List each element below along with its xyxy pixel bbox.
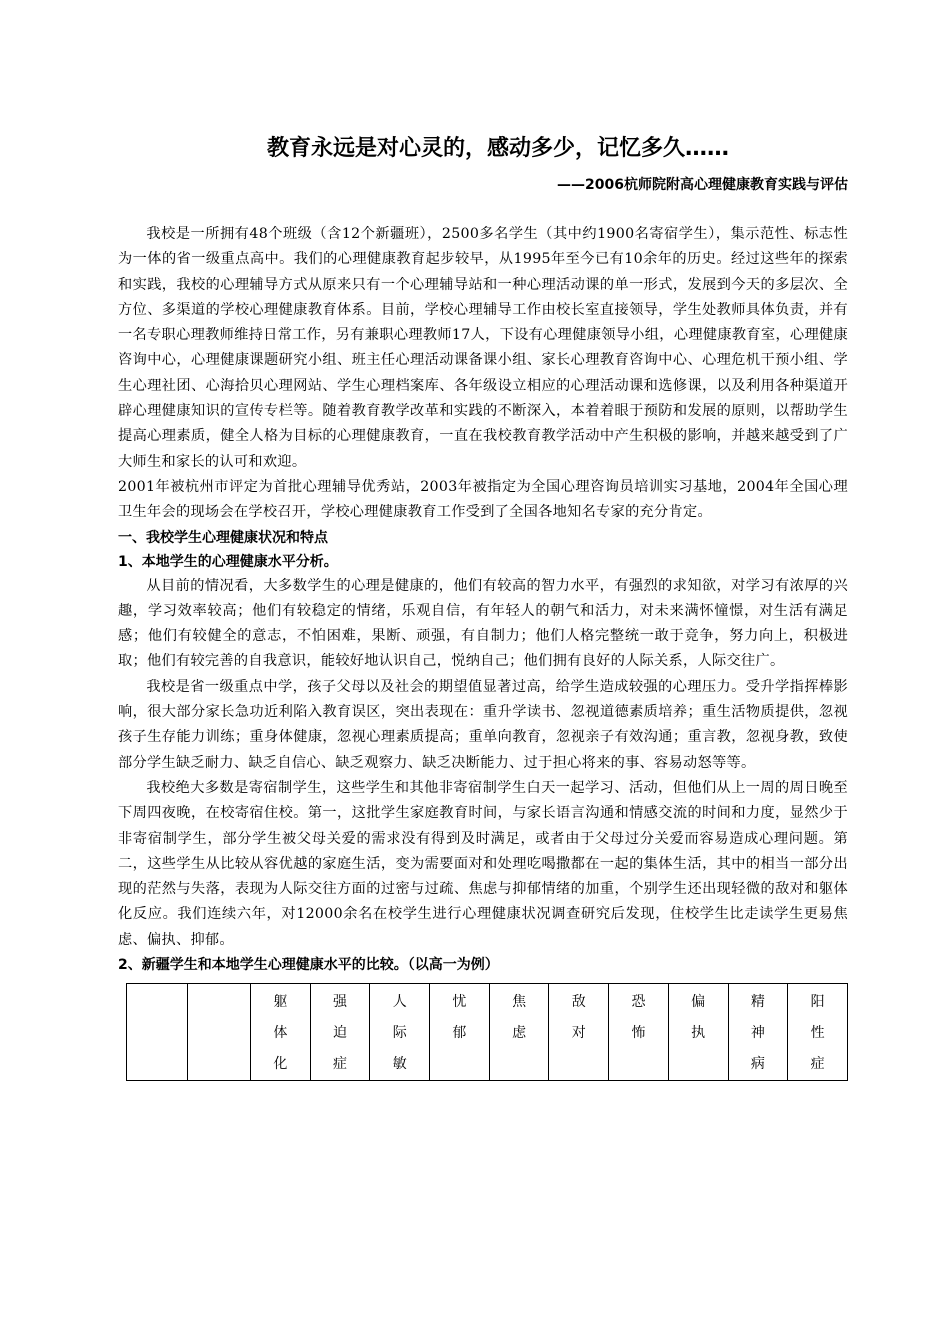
document-page: [118, 132, 848, 1081]
table-cell-blank-1: [127, 984, 188, 1081]
table-header-obsessive: 强迫症: [310, 984, 370, 1081]
subsection-1-heading: 1、本地学生的心理健康水平分析。: [118, 553, 338, 570]
table-header-anxiety: 焦虑: [489, 984, 549, 1081]
subsection-2-heading: 2、新疆学生和本地学生心理健康水平的比较。（以高一为例）: [118, 957, 499, 974]
table-header-interpersonal: 人际敏: [370, 984, 430, 1081]
table-header-paranoia: 偏执: [668, 984, 728, 1081]
table-header-phobia: 恐怖: [609, 984, 669, 1081]
current-state-paragraph: 从目前的情况看，大多数学生的心理是健康的，他们有较高的智力水平，有强烈的求知欲，对学习有浓厚的兴趣，学习效率较高；他们有较稳定的情绪，乐观自信，有年轻人的朝气和活力，对未来满怀憧憬，对生活有满足感；他们有较健全的意志，不怕困难，果断、顽强，有自制力；他们人格完整统一敢于竞争，努力向上，积极进取；他们有较完善的自我意识，能较好地认识自己，悦纳自己；他们拥有良好的人际关系，人际交往广。: [118, 577, 848, 670]
document-subtitle: ——2006杭师院附高心理健康教育实践与评估: [557, 177, 848, 193]
table-header-positive-symptom: 阳性症: [788, 984, 848, 1081]
document-title: 教育永远是对心灵的，感动多少，记忆多久……: [266, 136, 729, 161]
table-header-hostility: 敌对: [549, 984, 609, 1081]
table-header-depression: 忧郁: [430, 984, 490, 1081]
section-1-heading: 一、我校学生心理健康状况和特点: [118, 529, 328, 546]
pressure-paragraph: 我校是省一级重点中学，孩子父母以及社会的期望值显著过高，给学生造成较强的心理压力。受升学指挥棒影响，很大部分家长急功近利陷入教育误区，突出表现在：重升学读书、忽视道德素质培养；重生活物质提供，忽视孩子生存能力训练；重身体健康，忽视心理素质提高；重单向教育，忽视亲子有效沟通；重言教，忽视身教，致使部分学生缺乏耐力、缺乏自信心、缺乏观察力、缺乏决断能力、过于担心将来的事、容易动怒等等。: [118, 678, 848, 771]
table-header-somatization: 躯体化: [251, 984, 311, 1081]
table-header-psychoticism: 精神病: [728, 984, 788, 1081]
comparison-table: [126, 983, 848, 1081]
table-header-row: [127, 984, 848, 1081]
table-cell-blank-2: [188, 984, 251, 1081]
honors-paragraph: 2001年被杭州市评定为首批心理辅导优秀站，2003年被指定为全国心理咨询员培训实习基地，2004年全国心理卫生年会的现场会在学校召开，学校心理健康教育工作受到了全国各地知名专家的充分肯定。: [118, 478, 848, 521]
boarding-paragraph: 我校绝大多数是寄宿制学生，这些学生和其他非寄宿制学生白天一起学习、活动，但他们从上一周的周日晚至下周四夜晚，在校寄宿住校。第一，这批学生家庭教育时间，与家长语言沟通和情感交流的时间和力度，显然少于非寄宿制学生，部分学生被父母关爱的需求没有得到及时满足，或者由于父母过分关爱而容易造成心理问题。第二，这些学生从比较从容优越的家庭生活，变为需要面对和处理吃喝撒都在一起的集体生活，其中的相当一部分出现的茫然与失落，表现为人际交往方面的过密与过疏、焦虑与抑郁情绪的加重，个别学生还出现轻微的敌对和躯体化反应。我们连续六年，对12000余名在校学生进行心理健康状况调查研究后发现，住校学生比走读学生更易焦虑、偏执、抑郁。: [118, 779, 848, 948]
intro-paragraph: 我校是一所拥有48个班级（含12个新疆班），2500多名学生（其中约1900名寄宿学生），集示范性、标志性为一体的省一级重点高中。我们的心理健康教育起步较早，从1995年至今已有10余年的历史。经过这些年的探索和实践，我校的心理辅导方式从原来只有一个心理辅导站和一种心理活动课的单一形式，发展到今天的多层次、全方位、多渠道的学校心理健康教育体系。目前，学校心理辅导工作由校长室直接领导，学生处教师具体负责，并有一名专职心理教师维持日常工作，另有兼职心理教师17人，下设有心理健康领导小组，心理健康教育室，心理健康咨询中心，心理健康课题研究小组、班主任心理活动课备课小组、家长心理教育咨询中心、心理危机干预小组、学生心理社团、心海拾贝心理网站、学生心理档案库、各年级设立相应的心理活动课和选修课，以及利用各种渠道开辟心理健康知识的宣传专栏等。随着教育教学改革和实践的不断深入，本着着眼于预防和发展的原则，以帮助学生提高心理素质，健全人格为目标的心理健康教育，一直在我校教育教学活动中产生积极的影响，并越来越受到了广大师生和家长的认可和欢迎。: [118, 226, 848, 470]
